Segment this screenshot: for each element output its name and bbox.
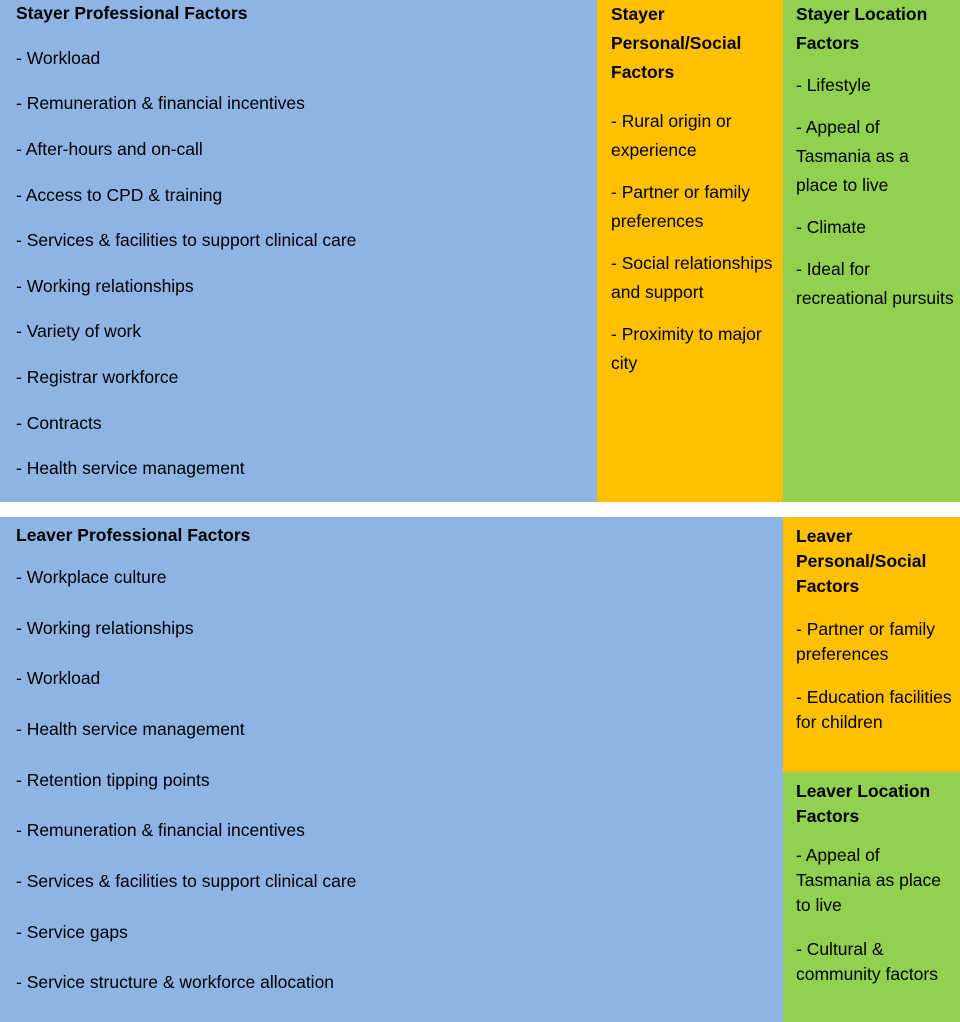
list-item: - Remuneration & financial incentives — [16, 820, 305, 840]
list-item: - Contracts — [16, 413, 102, 433]
list-item: - Service gaps — [16, 922, 128, 942]
stayer-location-factors — [783, 0, 960, 502]
list-item: - Remuneration & financial incentives — [16, 93, 305, 113]
section-title: Stayer Location Factors — [796, 4, 928, 53]
list-item: - Working relationships — [16, 276, 194, 296]
list-item: - Partner or family preferences — [796, 619, 936, 664]
stayer-personal-social-factors — [597, 0, 783, 502]
leaver-professional-factors — [0, 517, 783, 1022]
section-title: Stayer Personal/Social Factors — [611, 4, 742, 82]
section-title: Leaver Professional Factors — [16, 525, 251, 545]
leaver-personal-social-factors — [783, 517, 960, 772]
list-item: - Workload — [16, 668, 101, 688]
list-item: - After-hours and on-call — [16, 139, 203, 159]
list-item: - Cultural & community factors — [796, 939, 938, 984]
stayer-professional-factors — [0, 0, 597, 502]
list-item: - Registrar workforce — [16, 367, 179, 387]
list-item: - Service structure & workforce allocation — [16, 972, 335, 992]
list-item: - Services & facilities to support clinical care — [16, 871, 357, 891]
list-item: - Retention tipping points — [16, 770, 210, 790]
list-item: - Health service management — [16, 719, 245, 739]
list-item: - Workplace culture — [16, 567, 167, 587]
list-item: - Education facilities for children — [796, 687, 952, 732]
list-item: - Variety of work — [16, 321, 142, 341]
list-item: - Working relationships — [16, 618, 194, 638]
list-item: - Rural origin or experience — [611, 111, 732, 160]
list-item: - Health service management — [16, 458, 245, 478]
list-item: - Workload — [16, 48, 101, 68]
section-title: Leaver Location Factors — [796, 781, 931, 826]
list-item: - Climate — [796, 217, 867, 237]
list-item: - Services & facilities to support clinical care — [16, 230, 357, 250]
list-item: - Social relationships and support — [611, 253, 773, 302]
list-item: - Appeal of Tasmania as place to live — [796, 845, 941, 915]
list-item: - Ideal for recreational pursuits — [796, 259, 954, 308]
list-item: - Proximity to major city — [611, 324, 762, 373]
list-item: - Partner or family preferences — [611, 182, 751, 231]
section-title: Leaver Personal/Social Factors — [796, 526, 927, 596]
list-item: - Access to CPD & training — [16, 185, 223, 205]
list-item: - Lifestyle — [796, 75, 871, 95]
leaver-location-factors — [783, 772, 960, 1022]
section-title: Stayer Professional Factors — [16, 3, 248, 23]
list-item: - Appeal of Tasmania as a place to live — [796, 117, 909, 195]
